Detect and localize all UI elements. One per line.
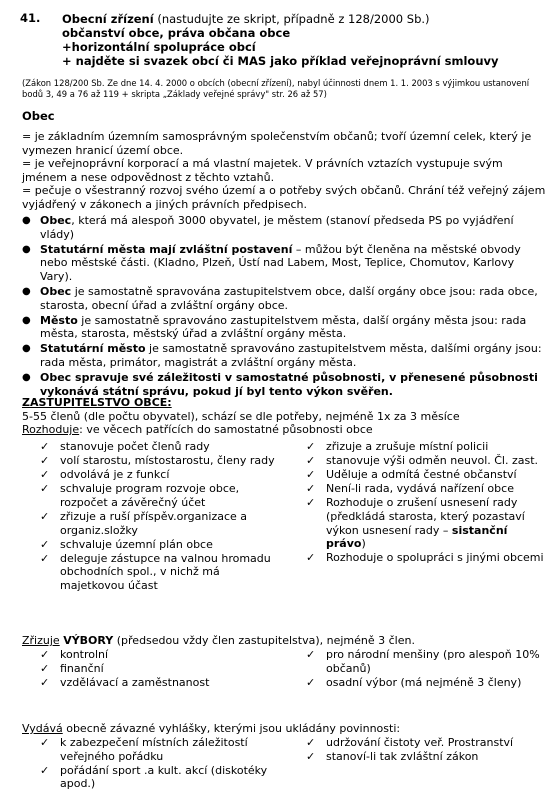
check-item: ✓ pořádání sport .a kult. akcí (diskotéky apod.) (36, 764, 281, 791)
law-reference: (Zákon 128/200 Sb. Ze dne 14. 4. 2000 o obcích (obecní zřízení), nabyl účinnosti dnem 1. 1. 2003 s výjimkou ustanovení bodů 3, 49 a 76 až 119 + skripta „Základy veřejné správy" str. 26 až 57) (22, 78, 530, 99)
obec-heading: Obec (22, 109, 55, 123)
topic-title: Obecní zřízení (62, 12, 154, 26)
check-item: ✓ pro národní menšiny (pro alespoň 10% občanů) (302, 648, 547, 675)
topic-line-2: občanství obce, práva občana obce (62, 26, 291, 40)
check-item: ✓ Není-li rada, vydává nařízení obce (302, 482, 547, 496)
topic-line-4: + najděte si svazek obcí či MAS jako příklad veřejnoprávní smlouvy (62, 54, 499, 68)
check-item: ✓ stanovuje výši odměn neuvol. Čl. zast. (302, 454, 547, 468)
topic-line-3: +horizontální spolupráce obcí (62, 40, 256, 54)
list-item: ● Statutární města mají zvláštní postavení – můžou být členěna na městské obvody nebo městské části. (Kladno, Plzeň, Ústí nad Labem, Most, Teplice, Chomutov, Karlovy Vary). (22, 243, 547, 284)
question-number: 41. (20, 11, 41, 25)
check-item: ✓ Rozhoduje o spolupráci s jinými obcemi (302, 551, 547, 565)
check-item: ✓ stanoví-li tak zvláštní zákon (302, 750, 547, 764)
question-header (20, 12, 545, 68)
check-item: ✓ volí starostu, místostarostu, členy rady (36, 454, 281, 468)
zastupitelstvo-left-list (36, 440, 281, 593)
vyhlasky-right-list (302, 736, 547, 764)
vyhlasky-heading: Vydává obecně závazné vyhlášky, kterými jsou ukládány povinnosti: (22, 722, 401, 735)
list-item: ● Obec spravuje své záležitosti v samostatné působnosti, v přenesené působnosti vykonává státní správu, pokud jí byl tento výkon svěřen. (22, 371, 547, 398)
check-item: ✓ deleguje zástupce na valnou hromadu obchodních spol., v nichž má majetkovou účast (36, 552, 281, 593)
vybory-left-list (36, 648, 281, 690)
obec-bullet-list (22, 214, 547, 400)
check-item: ✓ schvaluje územní plán obce (36, 538, 281, 552)
check-item: ✓ udržování čistoty veř. Prostranství (302, 736, 547, 750)
check-item: ✓ k zabezpečení místních záležitostí veřejného pořádku (36, 736, 281, 763)
check-item: ✓ vzdělávací a zaměstnanost (36, 676, 281, 690)
zastupitelstvo-section: ZASTUPITELSTVO OBCE: 5-55 členů (dle počtu obyvatel), schází se dle potřeby, nejméně 1x za 3 měsíce Rozhoduje: ve věcech patřících do samostatné působnosti obce (22, 396, 547, 437)
vyhlasky-left-list (36, 736, 281, 791)
vydava-label: Vydává (22, 722, 63, 735)
list-item: ● Obec, která má alespoň 3000 obyvatel, je městem (stanoví předseda PS po vyjádření vlády) (22, 214, 547, 241)
check-item: ✓ zřizuje a ruší příspěv.organizace a organiz.složky (36, 510, 281, 537)
rozhoduje-label: Rozhoduje (22, 423, 80, 437)
check-item: ✓ Rozhoduje o zrušení usnesení rady (předkládá starosta, který pozastaví výkon usnesení rady – sistanční právo) (302, 496, 547, 550)
check-item: ✓ schvaluje program rozvoje obce, rozpočet a závěrečný účet (36, 482, 281, 509)
obec-definitions (22, 130, 547, 212)
check-item: ✓ Uděluje a odmítá čestné občanství (302, 468, 547, 482)
vybory-heading: Zřizuje VÝBORY (předsedou vždy člen zastupitelstva), nejméně 3 člen. (22, 634, 415, 647)
vybory-right-list (302, 648, 547, 690)
check-item: ✓ stanovuje počet členů rady (36, 440, 281, 454)
check-item: ✓ zřizuje a zrušuje místní policii (302, 440, 547, 454)
vybory-title: VÝBORY (63, 634, 114, 647)
check-item: ✓ odvolává je z funkcí (36, 468, 281, 482)
list-item: ● Statutární město je samostatně spravováno zastupitelstvem města, dalšími orgány jsou: rada města, primátor, magistrát a zvláštní orgány města. (22, 342, 547, 369)
definition-2: = je veřejnoprávní korporací a má vlastní majetek. V právních vztazích vystupuje svým jménem a nese odpovědnost z těchto vztahů. (22, 157, 503, 184)
topic-note: (nastudujte ze skript, případně z 128/2000 Sb.) (153, 12, 430, 26)
zastupitelstvo-info: 5-55 členů (dle počtu obyvatel), schází se dle potřeby, nejméně 1x za 3 měsíce (22, 409, 460, 423)
check-item: ✓ osadní výbor (má nejméně 3 členy) (302, 676, 547, 690)
check-item: ✓ kontrolní (36, 648, 281, 662)
definition-3: = pečuje o všestranný rozvoj svého území a o potřeby svých občanů. Chrání též veřejný zájem vyjádřený v zákonech a jiných právních předpisech. (22, 184, 546, 211)
zrizuje-label: Zřizuje (22, 634, 60, 647)
list-item: ● Obec je samostatně spravována zastupitelstvem obce, další orgány obce jsou: rada obce, starosta, obecní úřad a zvláštní orgány obce. (22, 285, 547, 312)
check-item: ✓ finanční (36, 662, 281, 676)
zastupitelstvo-right-list (302, 440, 547, 565)
definition-1: = je základním územním samosprávným společenstvím občanů; tvoří územní celek, který je vymezen hranicí území obce. (22, 130, 532, 157)
list-item: ● Město je samostatně spravováno zastupitelstvem města, další orgány města jsou: rada města, starosta, městský úřad a zvláštní orgány města. (22, 314, 547, 341)
zastupitelstvo-heading: ZASTUPITELSTVO OBCE: (22, 396, 172, 409)
